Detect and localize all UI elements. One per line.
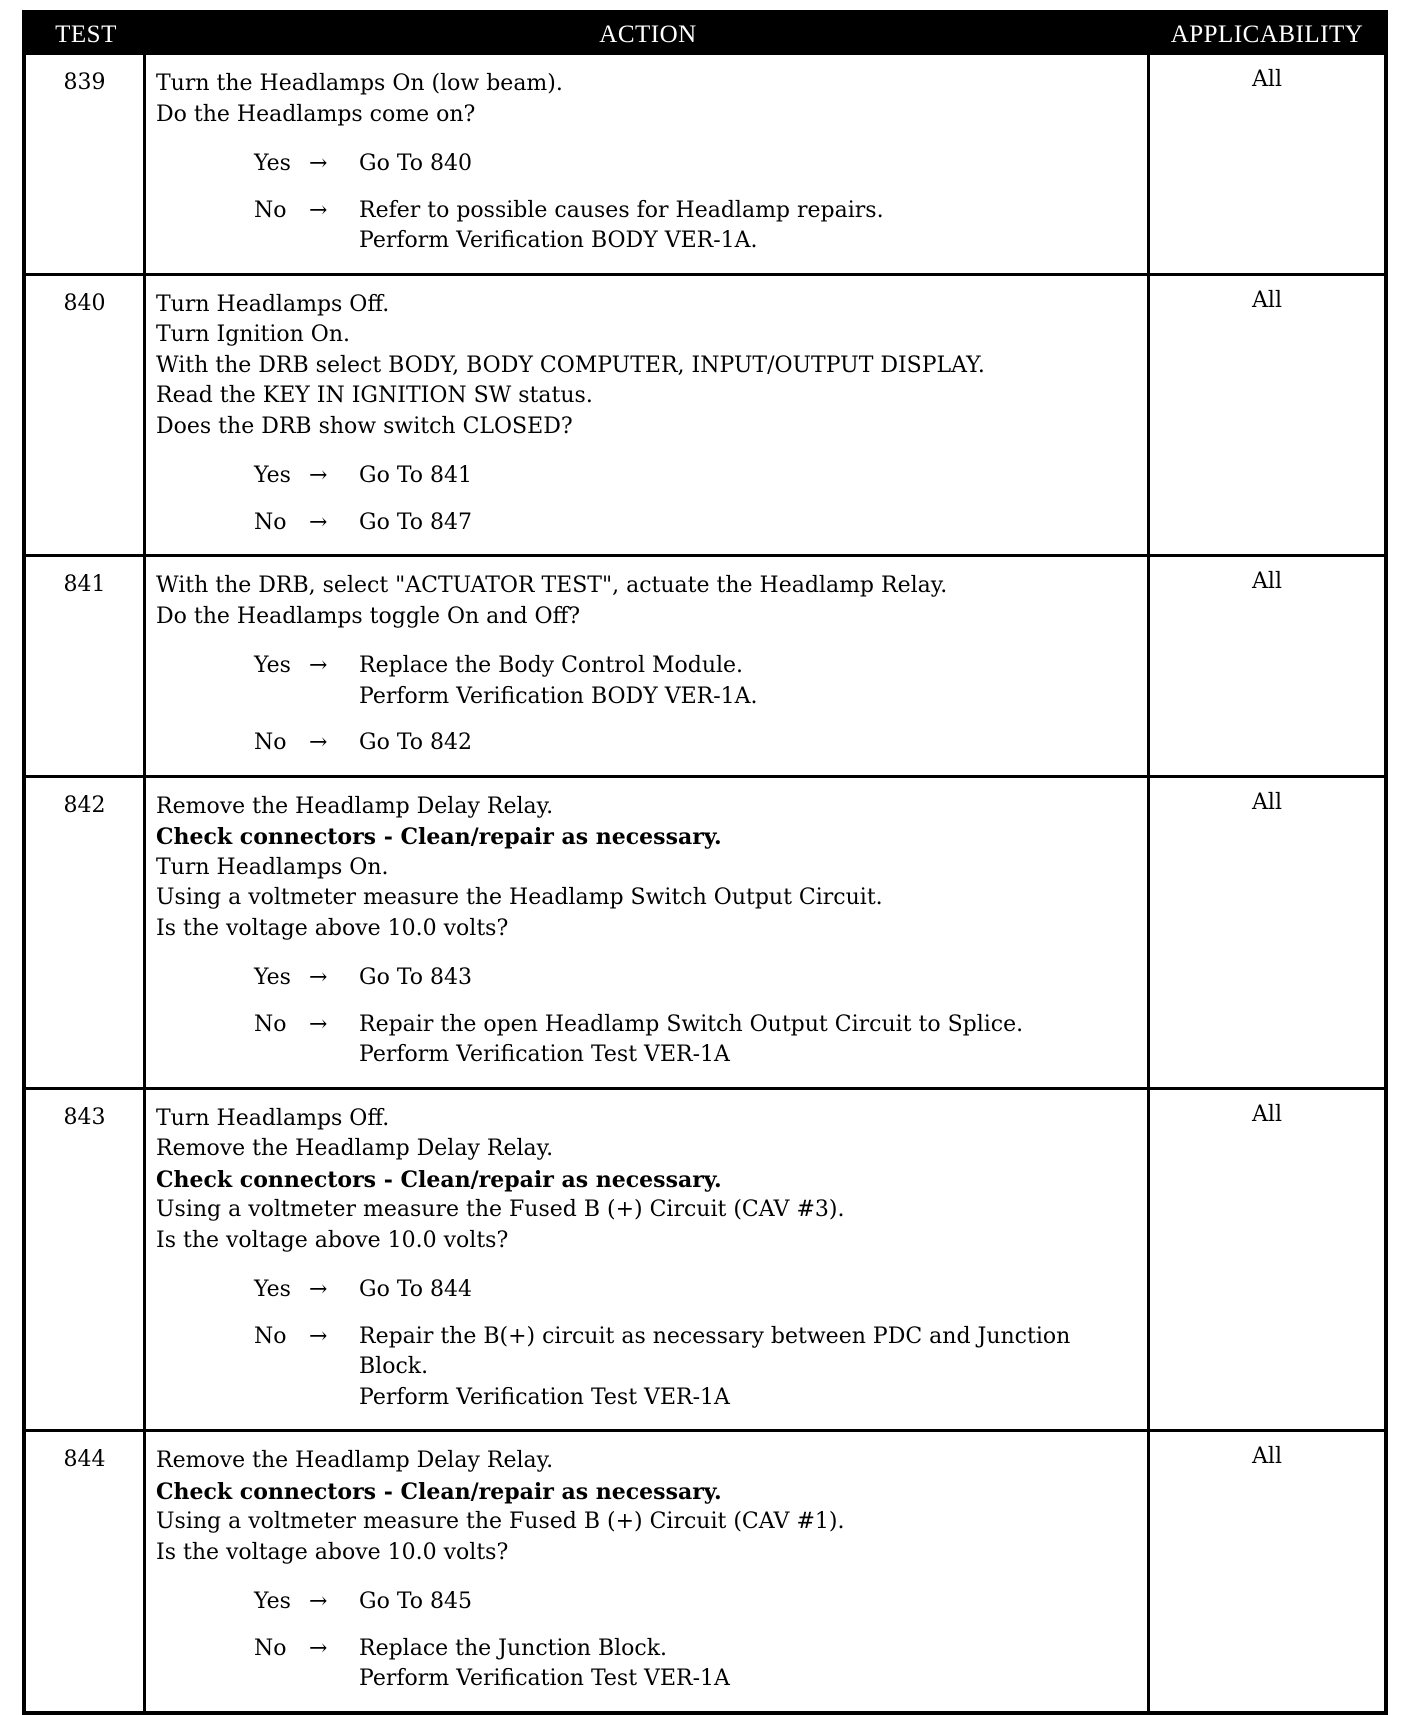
branch-no bbox=[254, 196, 1139, 257]
step-instruction: Do the Headlamps come on? bbox=[156, 101, 476, 127]
result-line: Go To 843 bbox=[359, 965, 473, 990]
step-instruction: Read the KEY IN IGNITION SW status. bbox=[156, 383, 593, 408]
branch-yes-label: Yes bbox=[254, 1589, 291, 1614]
right-arrow-icon: → bbox=[309, 1277, 328, 1302]
header-test: TEST bbox=[55, 20, 117, 48]
step-instruction: Do the Headlamps toggle On and Off? bbox=[156, 603, 581, 629]
step-instruction: Does the DRB show switch CLOSED? bbox=[156, 413, 573, 439]
result-line: Go To 842 bbox=[359, 730, 473, 755]
branch-no-label: No bbox=[254, 197, 287, 223]
table-row bbox=[26, 55, 1384, 273]
branch-list bbox=[156, 149, 1139, 257]
action-cell bbox=[146, 55, 1150, 273]
branch-yes bbox=[254, 461, 1139, 492]
branch-list bbox=[156, 1587, 1139, 1695]
right-arrow-icon: → bbox=[309, 197, 328, 223]
step-instruction: Turn Ignition On. bbox=[156, 322, 350, 347]
step-instruction-bold: Check connectors - Clean/repair as necessary. bbox=[156, 824, 722, 850]
branch-yes-result bbox=[359, 1587, 1139, 1618]
step-instruction: With the DRB, select "ACTUATOR TEST", actuate the Headlamp Relay. bbox=[156, 573, 948, 598]
step-instruction-bold: Check connectors - Clean/repair as necessary. bbox=[156, 1166, 722, 1193]
applicability-value: All bbox=[1252, 67, 1282, 92]
table-header bbox=[26, 14, 1384, 55]
table-row bbox=[26, 1087, 1384, 1430]
result-line: Repair the B(+) circuit as necessary between PDC and Junction bbox=[359, 1323, 1071, 1349]
result-line: Go To 845 bbox=[359, 1589, 473, 1614]
table-row bbox=[26, 775, 1384, 1087]
step-instruction: Turn Headlamps On. bbox=[156, 854, 389, 880]
applicability-value: All bbox=[1252, 569, 1282, 594]
step-instruction: Remove the Headlamp Delay Relay. bbox=[156, 1448, 554, 1473]
test-number: 843 bbox=[26, 1090, 146, 1430]
step-instruction: Turn the Headlamps On (low beam). bbox=[156, 71, 563, 96]
branch-yes-label: Yes bbox=[254, 463, 291, 488]
branch-yes bbox=[254, 1275, 1139, 1306]
right-arrow-icon: → bbox=[309, 653, 328, 678]
branch-yes bbox=[254, 1587, 1139, 1618]
applicability-value: All bbox=[1252, 789, 1282, 815]
applicability-value: All bbox=[1252, 1101, 1282, 1127]
branch-yes-label: Yes bbox=[254, 653, 291, 678]
result-line: Go To 840 bbox=[359, 151, 473, 176]
branch-no-result bbox=[359, 1010, 1139, 1071]
applicability-value: All bbox=[1252, 1444, 1282, 1469]
action-cell bbox=[146, 778, 1150, 1087]
right-arrow-icon: → bbox=[309, 509, 328, 535]
right-arrow-icon: → bbox=[309, 1011, 328, 1037]
step-instruction: Using a voltmeter measure the Fused B (+) Circuit (CAV #3). bbox=[156, 1197, 845, 1222]
right-arrow-icon: → bbox=[309, 1323, 328, 1349]
result-line: Perform Verification Test VER-1A bbox=[359, 1042, 730, 1067]
branch-yes-result bbox=[359, 461, 1139, 492]
right-arrow-icon: → bbox=[309, 463, 328, 488]
branch-no-result bbox=[359, 508, 1139, 539]
result-line: Go To 847 bbox=[359, 509, 473, 535]
step-instruction: Is the voltage above 10.0 volts? bbox=[156, 1227, 509, 1253]
result-line: Block. bbox=[359, 1354, 429, 1379]
action-cell bbox=[146, 1090, 1150, 1430]
branch-list bbox=[156, 963, 1139, 1071]
branch-no-label: No bbox=[254, 509, 287, 535]
branch-no bbox=[254, 1010, 1139, 1071]
test-number: 842 bbox=[26, 778, 146, 1087]
right-arrow-icon: → bbox=[309, 1635, 328, 1661]
result-line: Perform Verification Test VER-1A bbox=[359, 1666, 730, 1691]
branch-no bbox=[254, 1322, 1139, 1414]
right-arrow-icon: → bbox=[309, 151, 328, 176]
header-applicability: APPLICABILITY bbox=[1170, 20, 1364, 48]
test-number: 841 bbox=[26, 557, 146, 775]
result-line: Replace the Body Control Module. bbox=[359, 653, 744, 678]
branch-yes-result bbox=[359, 651, 1139, 712]
branch-list bbox=[156, 1275, 1139, 1413]
header-action: ACTION bbox=[599, 20, 697, 48]
step-instruction: Turn Headlamps Off. bbox=[156, 1105, 390, 1131]
branch-no-label: No bbox=[254, 730, 287, 755]
step-instruction-bold: Check connectors - Clean/repair as necessary. bbox=[156, 1478, 722, 1505]
result-line: Go To 844 bbox=[359, 1277, 473, 1302]
step-instruction: Turn Headlamps Off. bbox=[156, 291, 390, 317]
step-instruction: Is the voltage above 10.0 volts? bbox=[156, 915, 509, 941]
result-line: Refer to possible causes for Headlamp repairs. bbox=[359, 197, 884, 223]
result-line: Perform Verification Test VER-1A bbox=[359, 1384, 730, 1410]
branch-yes-result bbox=[359, 1275, 1139, 1306]
result-line: Repair the open Headlamp Switch Output Circuit to Splice. bbox=[359, 1011, 1024, 1037]
branch-yes bbox=[254, 963, 1139, 994]
step-instruction: Using a voltmeter measure the Fused B (+) Circuit (CAV #1). bbox=[156, 1509, 845, 1534]
branch-no-result bbox=[359, 1322, 1139, 1414]
branch-yes-label: Yes bbox=[254, 1277, 291, 1302]
step-instruction: Remove the Headlamp Delay Relay. bbox=[156, 1136, 554, 1161]
right-arrow-icon: → bbox=[309, 965, 328, 990]
action-cell bbox=[146, 1432, 1150, 1711]
action-cell bbox=[146, 557, 1150, 775]
branch-no-label: No bbox=[254, 1635, 287, 1661]
step-instruction: Remove the Headlamp Delay Relay. bbox=[156, 793, 554, 819]
test-number: 844 bbox=[26, 1432, 146, 1711]
branch-yes-result bbox=[359, 149, 1139, 180]
branch-no bbox=[254, 728, 1139, 759]
branch-no bbox=[254, 508, 1139, 539]
result-line: Perform Verification BODY VER-1A. bbox=[359, 683, 758, 709]
branch-no-result bbox=[359, 196, 1139, 257]
result-line: Replace the Junction Block. bbox=[359, 1635, 668, 1661]
table-row bbox=[26, 554, 1384, 775]
diagnostic-table bbox=[22, 10, 1388, 1715]
branch-yes bbox=[254, 651, 1139, 712]
branch-no-result bbox=[359, 728, 1139, 759]
applicability-value: All bbox=[1252, 287, 1282, 313]
branch-list bbox=[156, 651, 1139, 759]
action-cell bbox=[146, 276, 1150, 555]
test-number: 839 bbox=[26, 55, 146, 273]
table-body bbox=[26, 55, 1384, 1711]
right-arrow-icon: → bbox=[309, 1589, 328, 1614]
branch-yes-label: Yes bbox=[254, 965, 291, 990]
table-row bbox=[26, 1429, 1384, 1711]
result-line: Go To 841 bbox=[359, 463, 473, 488]
table-row bbox=[26, 273, 1384, 555]
branch-yes-result bbox=[359, 963, 1139, 994]
right-arrow-icon: → bbox=[309, 730, 328, 755]
step-instruction: With the DRB select BODY, BODY COMPUTER, INPUT/OUTPUT DISPLAY. bbox=[156, 352, 985, 378]
branch-no-label: No bbox=[254, 1323, 287, 1349]
branch-yes-label: Yes bbox=[254, 151, 291, 176]
result-line: Perform Verification BODY VER-1A. bbox=[359, 228, 758, 253]
branch-no-label: No bbox=[254, 1011, 287, 1037]
branch-list bbox=[156, 461, 1139, 538]
step-instruction: Is the voltage above 10.0 volts? bbox=[156, 1539, 509, 1565]
branch-yes bbox=[254, 149, 1139, 180]
test-number: 840 bbox=[26, 276, 146, 555]
branch-no-result bbox=[359, 1634, 1139, 1695]
branch-no bbox=[254, 1634, 1139, 1695]
step-instruction: Using a voltmeter measure the Headlamp Switch Output Circuit. bbox=[156, 885, 883, 910]
